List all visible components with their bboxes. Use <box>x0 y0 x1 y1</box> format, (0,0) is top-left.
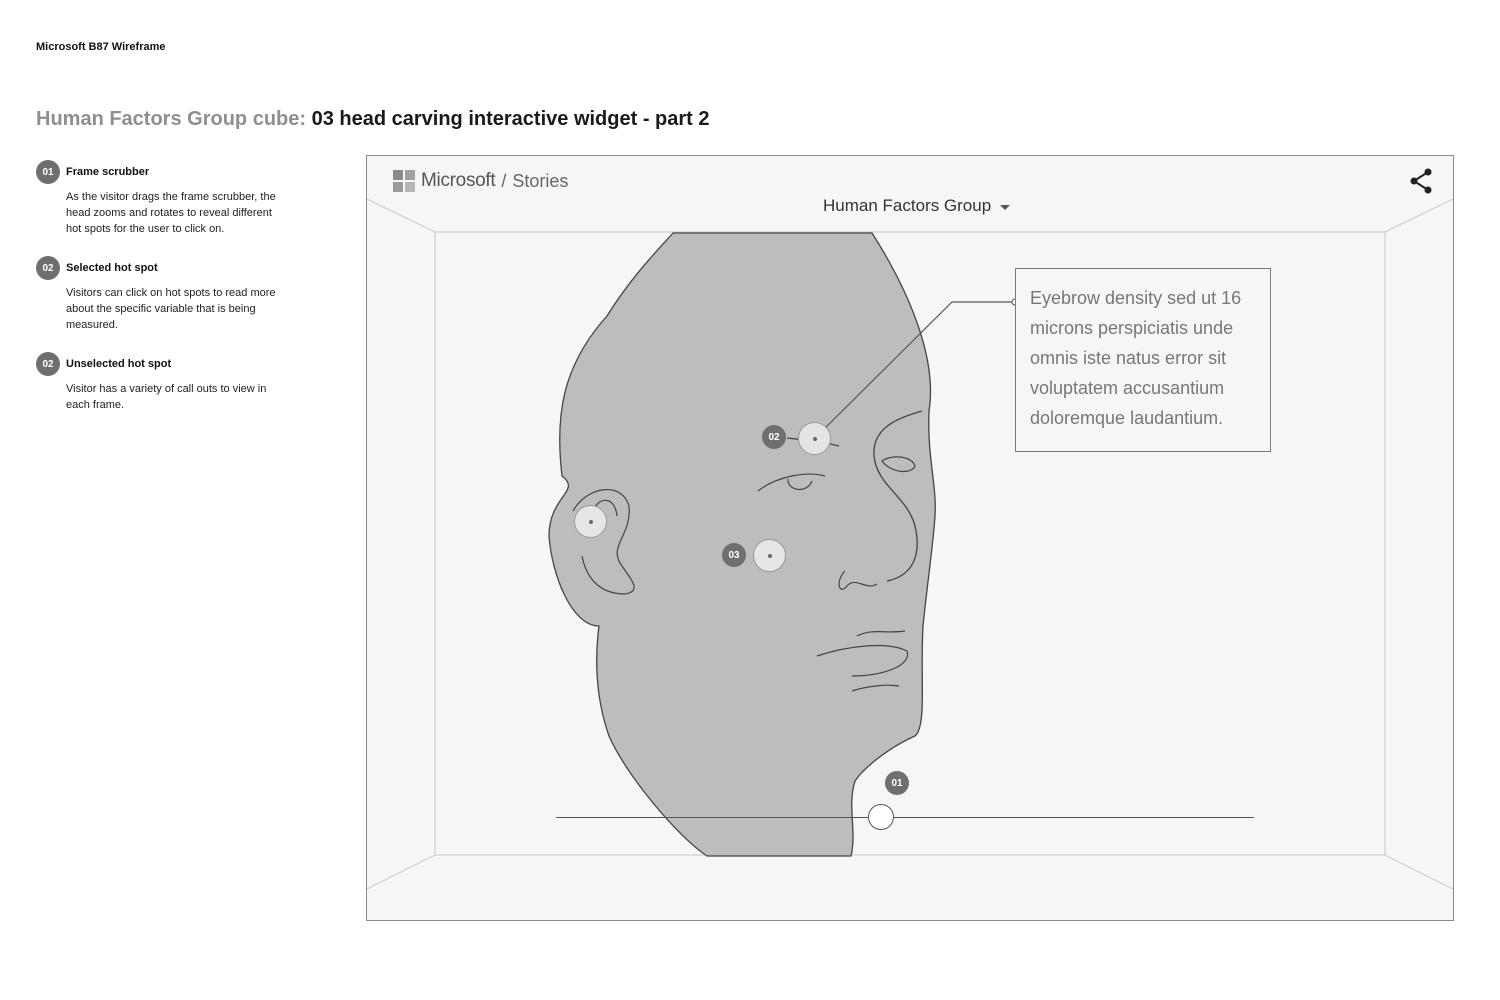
caret-down-icon <box>1000 205 1010 210</box>
frame-scrubber-track[interactable] <box>556 817 1254 818</box>
hotspot-badge: 03 <box>722 543 746 567</box>
room-perspective <box>367 156 1453 920</box>
brand-separator: / <box>501 170 507 191</box>
legend-title: Frame scrubber <box>66 166 150 178</box>
group-selector-dropdown[interactable] <box>823 194 1010 218</box>
hotspot-unselected-ear[interactable] <box>574 505 607 538</box>
legend-item-unselected-hot-spot <box>36 352 286 413</box>
legend-title: Unselected hot spot <box>66 358 172 370</box>
legend-description: Visitors can click on hot spots to read more about the specific variable that is being measured. <box>66 287 276 331</box>
hotspot-selected[interactable] <box>798 422 831 455</box>
hotspot-dot <box>813 437 817 441</box>
hotspot-dot <box>768 554 772 558</box>
scrubber-badge: 01 <box>885 771 909 795</box>
hotspot-callout: Eyebrow density sed ut 16 microns perspiciatis unde omnis iste natus error sit voluptatem accusantium doloremque laudantium. <box>1015 268 1271 452</box>
widget-frame <box>366 155 1454 921</box>
legend-badge: 02 <box>36 256 60 280</box>
frame-scrubber-handle[interactable] <box>868 804 894 830</box>
hotspot-unselected[interactable] <box>753 539 786 572</box>
legend-badge: 02 <box>36 352 60 376</box>
share-icon <box>1409 168 1433 194</box>
legend-description: As the visitor drags the frame scrubber, the head zooms and rotates to reveal different hot spots for the user to click on. <box>66 191 276 235</box>
brand-name: Microsoft <box>421 170 496 191</box>
legend-item-selected-hot-spot <box>36 256 286 333</box>
annotation-legend <box>36 160 286 432</box>
share-button[interactable] <box>1409 168 1433 194</box>
microsoft-logo-icon <box>393 170 415 192</box>
legend-title: Selected hot spot <box>66 262 158 274</box>
page-title-main: 03 head carving interactive widget - part 2 <box>311 108 710 130</box>
page-title-prefix: Human Factors Group cube: <box>36 108 307 130</box>
document-label: Microsoft B87 Wireframe <box>36 41 166 53</box>
brand-section-link[interactable]: Stories <box>512 170 569 191</box>
legend-badge: 01 <box>36 160 60 184</box>
legend-description: Visitor has a variety of call outs to view in each frame. <box>66 383 267 411</box>
legend-item-frame-scrubber <box>36 160 286 237</box>
brand-lockup[interactable] <box>393 168 568 194</box>
group-selector-label: Human Factors Group <box>823 196 992 215</box>
hotspot-dot <box>589 520 593 524</box>
hotspot-badge: 02 <box>762 425 786 449</box>
page-title <box>36 108 710 131</box>
